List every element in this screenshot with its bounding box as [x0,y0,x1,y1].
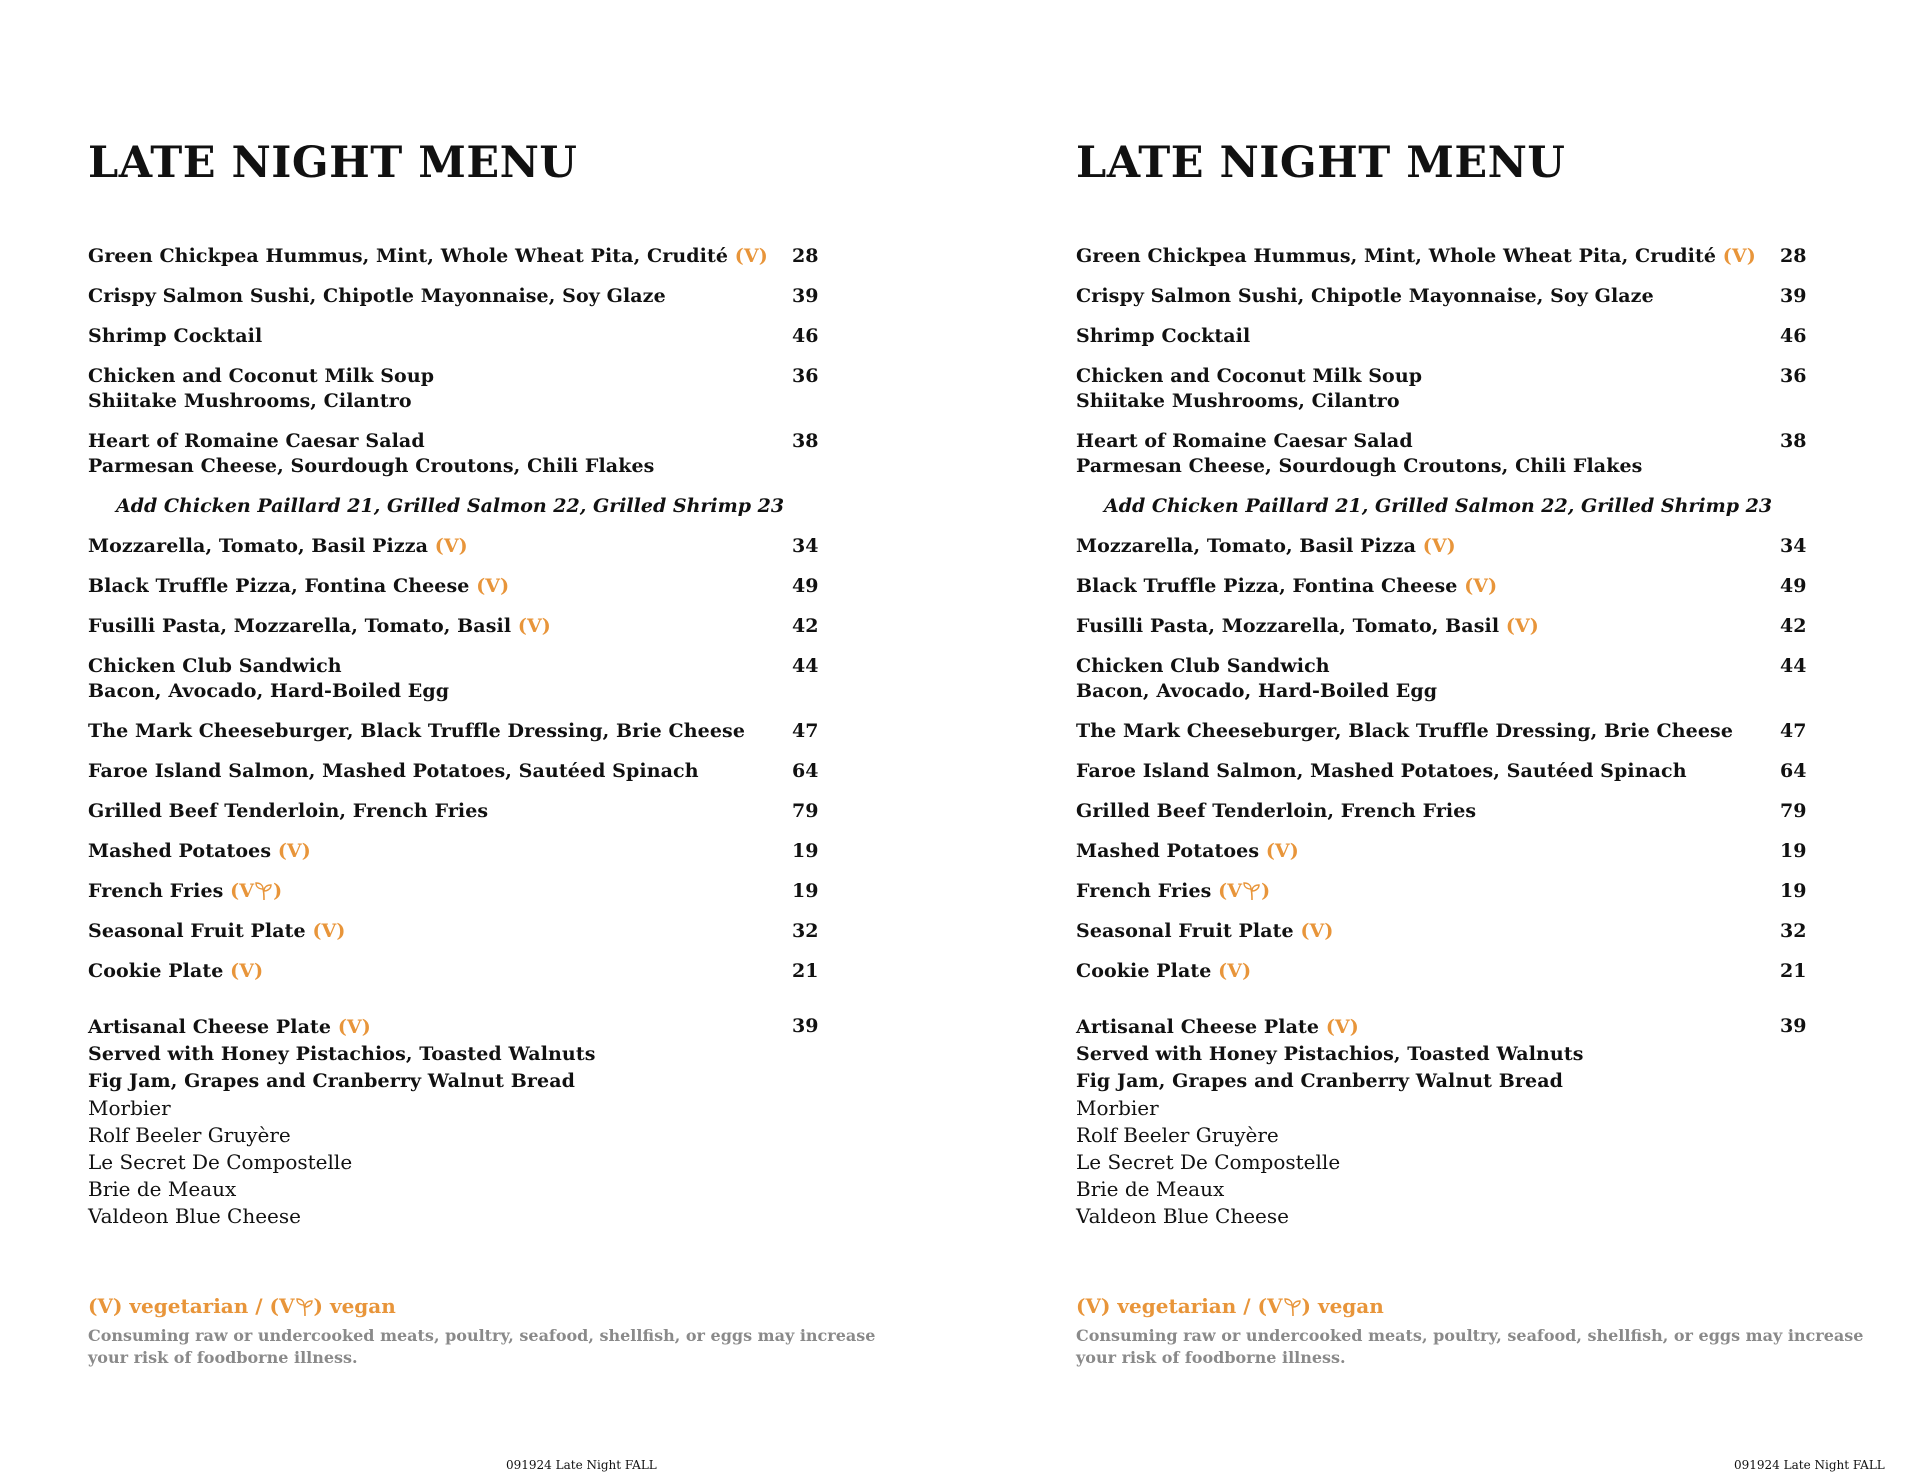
item-description: Served with Honey Pistachios, Toasted Walnuts [88,1043,596,1065]
item-price: 32 [792,920,819,942]
vegan-tag: (V ) [230,880,283,902]
item-price: 44 [792,655,819,677]
item-price: 46 [792,325,819,347]
diet-legend: (V) vegetarian / (V ) vegan [88,1294,396,1318]
item-description: Bacon, Avocado, Hard-Boiled Egg [1076,680,1438,702]
item-name: Mozzarella, Tomato, Basil Pizza [1076,535,1417,557]
item-description: Shiitake Mushrooms, Cilantro [1076,390,1400,412]
item-name: Seasonal Fruit Plate [1076,920,1294,942]
menu-item [88,244,820,269]
vegetarian-tag: (V) [1218,960,1252,982]
item-price: 39 [1780,1015,1807,1037]
menu-item [88,534,820,559]
cheese-name: Morbier [88,1096,171,1120]
menu-item [88,879,820,904]
menu-item [1076,574,1808,599]
cheese-name: Valdeon Blue Cheese [88,1204,301,1228]
vegetarian-tag: (V) [1265,840,1299,862]
item-price: 28 [792,245,819,267]
item-description: Bacon, Avocado, Hard-Boiled Egg [88,680,450,702]
item-price: 64 [792,760,819,782]
item-name: Chicken and Coconut Milk Soup [1076,365,1423,387]
vegetarian-tag: (V) [277,840,311,862]
sprout-leaf-icon [1243,881,1261,901]
item-name: Fusilli Pasta, Mozzarella, Tomato, Basil [1076,615,1500,637]
item-name: Chicken Club Sandwich [88,655,342,677]
cheese-name: Brie de Meaux [1076,1177,1225,1201]
item-price: 38 [792,430,819,452]
item-name: Black Truffle Pizza, Fontina Cheese [88,575,470,597]
cheese-name: Brie de Meaux [88,1177,237,1201]
item-price: 19 [792,880,819,902]
vegetarian-tag: (V) [337,1016,371,1038]
item-name: Mashed Potatoes [1076,840,1260,862]
item-price: 46 [1780,325,1807,347]
item-price: 49 [1780,575,1807,597]
item-name: Crispy Salmon Sushi, Chipotle Mayonnaise, Soy Glaze [88,285,666,307]
item-price: 32 [1780,920,1807,942]
item-name: Chicken Club Sandwich [1076,655,1330,677]
menu-item [88,284,820,309]
vegetarian-tag: (V) [1325,1016,1359,1038]
food-safety-disclaimer: Consuming raw or undercooked meats, poultry, seafood, shellfish, or eggs may increase your risk of foodborne illness. [1076,1326,1864,1367]
menu-item [1076,534,1808,559]
cheese-plate [1076,1014,1808,1230]
item-name: Green Chickpea Hummus, Mint, Whole Wheat Pita, Crudité [88,245,729,267]
item-name: Crispy Salmon Sushi, Chipotle Mayonnaise, Soy Glaze [1076,285,1654,307]
menu-item [1076,324,1808,349]
item-name: Black Truffle Pizza, Fontina Cheese [1076,575,1458,597]
cheese-name: Valdeon Blue Cheese [1076,1204,1289,1228]
item-price: 19 [1780,880,1807,902]
item-price: 47 [1780,720,1807,742]
item-name: Cookie Plate [88,960,224,982]
item-price: 47 [792,720,819,742]
item-description: Served with Honey Pistachios, Toasted Walnuts [1076,1043,1584,1065]
item-name: Artisanal Cheese Plate [1076,1016,1320,1038]
diet-legend: (V) vegetarian / (V ) vegan [1076,1294,1384,1318]
item-price: 42 [1780,615,1807,637]
menu-item [88,959,820,984]
item-description: Parmesan Cheese, Sourdough Croutons, Chili Flakes [1076,455,1643,477]
menu-item [1076,719,1808,744]
item-name: French Fries [1076,880,1212,902]
item-description: Parmesan Cheese, Sourdough Croutons, Chili Flakes [88,455,655,477]
cheese-name: Morbier [1076,1096,1159,1120]
item-price: 38 [1780,430,1807,452]
menu-item [88,799,820,824]
item-price: 42 [792,615,819,637]
item-name: Chicken and Coconut Milk Soup [88,365,435,387]
menu-item [88,429,820,479]
vegetarian-tag: (V) [734,245,768,267]
item-price: 28 [1780,245,1807,267]
item-name: The Mark Cheeseburger, Black Truffle Dressing, Brie Cheese [88,720,746,742]
menu-item [1076,364,1808,414]
menu-item [1076,919,1808,944]
item-price: 49 [792,575,819,597]
item-price: 34 [1780,535,1807,557]
cheese-plate [88,1014,820,1230]
item-name: Mashed Potatoes [88,840,272,862]
item-price: 39 [1780,285,1807,307]
menu-item [88,574,820,599]
menu-item [88,719,820,744]
item-price: 44 [1780,655,1807,677]
item-name: Cookie Plate [1076,960,1212,982]
footer-code: 091924 Late Night FALL [506,1458,657,1472]
item-name: Heart of Romaine Caesar Salad [88,430,425,452]
item-name: Grilled Beef Tenderloin, French Fries [1076,800,1477,822]
item-price: 36 [1780,365,1807,387]
menu-item [1076,284,1808,309]
item-price: 19 [1780,840,1807,862]
menu-page-right [988,0,1920,1484]
sprout-leaf-icon [255,881,273,901]
vegetarian-tag: (V) [1464,575,1498,597]
vegetarian-tag: (V) [312,920,346,942]
cheese-name: Le Secret De Compostelle [88,1150,353,1174]
vegetarian-tag: (V) [1422,535,1456,557]
item-price: 21 [792,960,819,982]
sprout-leaf-icon [296,1297,314,1317]
item-name: Artisanal Cheese Plate [88,1016,332,1038]
item-name: Grilled Beef Tenderloin, French Fries [88,800,489,822]
item-price: 39 [792,285,819,307]
vegetarian-tag: (V) [1722,245,1756,267]
salad-addons: Add Chicken Paillard 21, Grilled Salmon 22, Grilled Shrimp 23 [116,495,785,517]
item-name: Shrimp Cocktail [88,325,263,347]
item-name: Heart of Romaine Caesar Salad [1076,430,1413,452]
menu-list [88,244,820,1245]
item-price: 39 [792,1015,819,1037]
vegetarian-tag: (V) [517,615,551,637]
menu-item [1076,759,1808,784]
menu-item [88,364,820,414]
cheese-name: Rolf Beeler Gruyère [1076,1123,1279,1147]
menu-item [1076,244,1808,269]
salad-addons: Add Chicken Paillard 21, Grilled Salmon 22, Grilled Shrimp 23 [1104,495,1773,517]
menu-item [88,324,820,349]
item-price: 19 [792,840,819,862]
vegetarian-tag: (V) [476,575,510,597]
item-description: Fig Jam, Grapes and Cranberry Walnut Bread [88,1070,575,1092]
menu-item [1076,654,1808,704]
menu-item [1076,429,1808,479]
item-name: Mozzarella, Tomato, Basil Pizza [88,535,429,557]
vegetarian-tag: (V) [1505,615,1539,637]
menu-item [88,839,820,864]
item-price: 36 [792,365,819,387]
item-name: Seasonal Fruit Plate [88,920,306,942]
menu-item [88,759,820,784]
item-price: 21 [1780,960,1807,982]
page-title: LATE NIGHT MENU [88,138,578,188]
vegetarian-tag: (V) [1300,920,1334,942]
item-name: Shrimp Cocktail [1076,325,1251,347]
menu-item [1076,614,1808,639]
cheese-name: Le Secret De Compostelle [1076,1150,1341,1174]
item-description: Fig Jam, Grapes and Cranberry Walnut Bread [1076,1070,1563,1092]
vegetarian-tag: (V) [434,535,468,557]
item-name: French Fries [88,880,224,902]
menu-item [88,654,820,704]
vegetarian-tag: (V) [230,960,264,982]
item-name: The Mark Cheeseburger, Black Truffle Dressing, Brie Cheese [1076,720,1734,742]
menu-item [1076,799,1808,824]
footer-code: 091924 Late Night FALL [1734,1458,1885,1472]
item-name: Green Chickpea Hummus, Mint, Whole Wheat Pita, Crudité [1076,245,1717,267]
item-price: 79 [792,800,819,822]
item-price: 64 [1780,760,1807,782]
food-safety-disclaimer: Consuming raw or undercooked meats, poultry, seafood, shellfish, or eggs may increase your risk of foodborne illness. [88,1326,876,1367]
menu-item [88,614,820,639]
menu-item [88,919,820,944]
item-price: 79 [1780,800,1807,822]
item-name: Faroe Island Salmon, Mashed Potatoes, Sautéed Spinach [88,760,699,782]
cheese-name: Rolf Beeler Gruyère [88,1123,291,1147]
page-title: LATE NIGHT MENU [1076,138,1566,188]
item-name: Fusilli Pasta, Mozzarella, Tomato, Basil [88,615,512,637]
sprout-leaf-icon [1284,1297,1302,1317]
menu-item [1076,839,1808,864]
vegan-tag: (V ) [1218,880,1271,902]
item-price: 34 [792,535,819,557]
item-name: Faroe Island Salmon, Mashed Potatoes, Sautéed Spinach [1076,760,1687,782]
menu-list [1076,244,1808,1245]
menu-item [1076,959,1808,984]
menu-item [1076,879,1808,904]
item-description: Shiitake Mushrooms, Cilantro [88,390,412,412]
